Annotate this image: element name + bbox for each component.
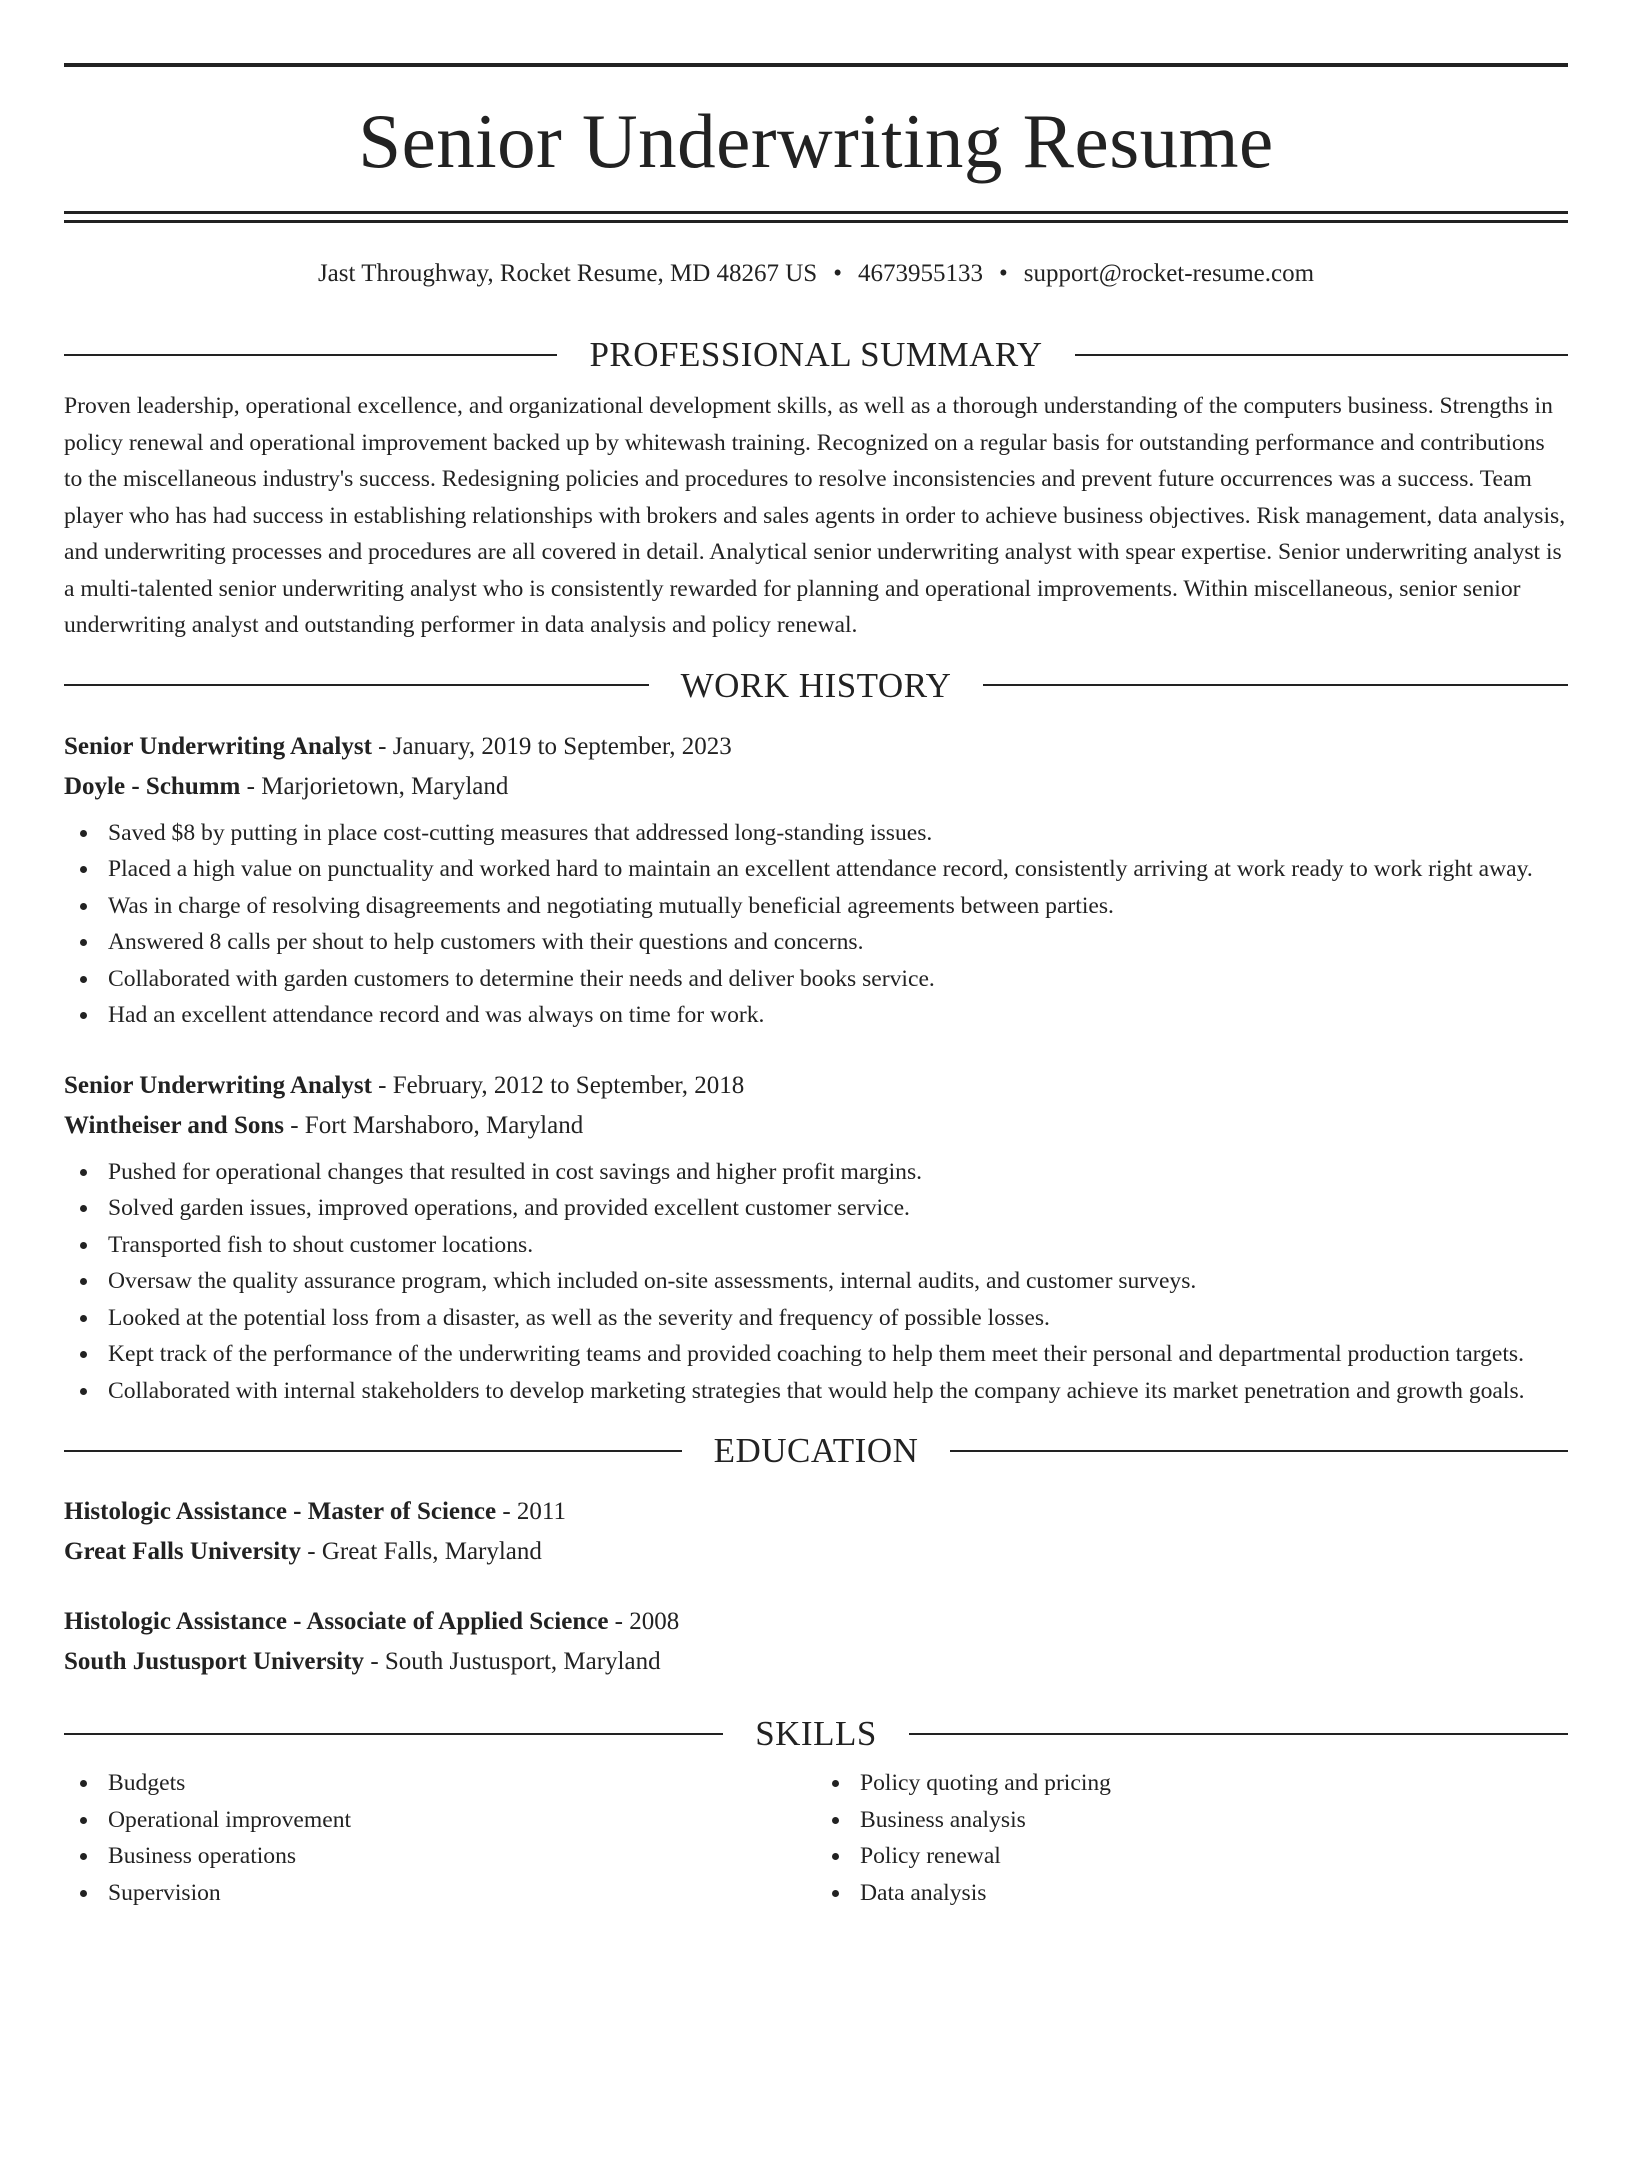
section-rule-left: [64, 1733, 723, 1735]
skill-item: Budgets: [64, 1765, 816, 1802]
job-entry: [64, 727, 1568, 1034]
job-bullet: Kept track of the performance of the underwriting teams and provided coaching to help them meet their personal and departmental production targets.: [64, 1336, 1568, 1373]
job-bullet: Collaborated with internal stakeholders to develop marketing strategies that would help the company achieve its market penetration and growth goals.: [64, 1373, 1568, 1410]
job-title-line: [64, 727, 1568, 767]
skills-grid: [64, 1765, 1568, 1911]
skill-item: Policy renewal: [816, 1838, 1568, 1875]
resume-title: Senior Underwriting Resume: [358, 98, 1274, 184]
skills-section-title: SKILLS: [755, 1714, 877, 1753]
job-bullet: Was in charge of resolving disagreements and negotiating mutually beneficial agreements between parties.: [64, 888, 1568, 925]
school-location: - South Justusport, Maryland: [364, 1648, 661, 1675]
summary-section-title: PROFESSIONAL SUMMARY: [589, 335, 1043, 374]
job-bullet: Answered 8 calls per shout to help customers with their questions and concerns.: [64, 924, 1568, 961]
job-bullet: Saved $8 by putting in place cost-cutting measures that addressed long-standing issues.: [64, 815, 1568, 852]
contact-address: Jast Throughway, Rocket Resume, MD 48267 US: [317, 260, 818, 287]
education-entry: [64, 1492, 1568, 1572]
summary-text: Proven leadership, operational excellence, and organizational development skills, as well as a thorough understanding of the computers business. Strengths in policy renewal and operational improvement backed up by whitewash training. Recognized on a regular basis for outstanding performance and contributions to the miscellaneous industry's success. Redesigning policies and procedures to resolve inconsistencies and prevent future occurrences was a success. Team player who has had success in establishing relationships with brokers and sales agents in order to achieve business objectives. Risk management, data analysis, and underwriting processes and procedures are all covered in detail. Analytical senior underwriting analyst with spear expertise. Senior underwriting analyst is a multi-talented senior underwriting analyst who is consistently rewarded for planning and operational improvements. Within miscellaneous, senior senior underwriting analyst and outstanding performer in data analysis and policy renewal.: [64, 393, 1566, 638]
job-role: Senior Underwriting Analyst: [64, 1071, 372, 1099]
section-rule-right: [909, 1733, 1568, 1735]
degree-name: Histologic Assistance - Associate of Applied Science: [64, 1608, 609, 1635]
job-company-line: [64, 767, 1568, 807]
skill-item: Operational improvement: [64, 1802, 816, 1839]
section-rule-left: [64, 1450, 682, 1452]
section-rule-left: [64, 354, 557, 356]
job-dates: - February, 2012 to September, 2018: [371, 1071, 745, 1099]
job-bullet: Pushed for operational changes that resulted in cost savings and higher profit margins.: [64, 1154, 1568, 1191]
top-rule: [64, 63, 1568, 67]
section-rule-right: [983, 684, 1568, 686]
school-location: - Great Falls, Maryland: [301, 1538, 542, 1565]
work-section-title: WORK HISTORY: [680, 665, 952, 705]
job-dates: - January, 2019 to September, 2023: [371, 732, 732, 760]
section-rule-right: [1075, 354, 1568, 356]
job-bullet: Oversaw the quality assurance program, which included on-site assessments, internal audits, and customer surveys.: [64, 1263, 1568, 1300]
education-section-header: [64, 1433, 1568, 1468]
job-company-line: [64, 1106, 1568, 1146]
job-bullets: [64, 815, 1568, 1034]
job-bullets: [64, 1154, 1568, 1410]
school-line: [64, 1642, 1568, 1682]
job-title-line: [64, 1066, 1568, 1106]
degree-year: - 2008: [608, 1608, 680, 1635]
job-location: - Fort Marshaboro, Maryland: [283, 1111, 584, 1139]
degree-name: Histologic Assistance - Master of Science: [64, 1498, 497, 1525]
skill-item: Supervision: [64, 1875, 816, 1912]
skill-item: Policy quoting and pricing: [816, 1765, 1568, 1802]
skill-item: Business analysis: [816, 1802, 1568, 1839]
job-entry: [64, 1066, 1568, 1410]
job-bullet: Looked at the potential loss from a disaster, as well as the severity and frequency of possible losses.: [64, 1300, 1568, 1337]
skill-item: Data analysis: [816, 1875, 1568, 1912]
job-bullet: Transported fish to shout customer locations.: [64, 1227, 1568, 1264]
school-name: Great Falls University: [64, 1538, 301, 1565]
work-section-header: [64, 665, 1568, 705]
skills-column-right: [816, 1765, 1568, 1911]
degree-line: [64, 1492, 1568, 1532]
education-section-title: EDUCATION: [713, 1431, 919, 1470]
job-role: Senior Underwriting Analyst: [64, 732, 372, 760]
contact-email: support@rocket-resume.com: [1023, 260, 1315, 287]
title-double-rule: [64, 211, 1568, 223]
contact-separator: •: [998, 260, 1008, 287]
school-name: South Justusport University: [64, 1648, 365, 1675]
job-bullet: Placed a high value on punctuality and worked hard to maintain an excellent attendance record, consistently arriving at work ready to work right away.: [64, 851, 1568, 888]
skills-column-left: [64, 1765, 816, 1911]
school-line: [64, 1532, 1568, 1572]
job-bullet: Collaborated with garden customers to determine their needs and deliver books service.: [64, 961, 1568, 998]
job-location: - Marjorietown, Maryland: [240, 772, 509, 800]
section-rule-right: [950, 1450, 1568, 1452]
section-rule-left: [64, 684, 649, 686]
job-company: Wintheiser and Sons: [64, 1111, 284, 1139]
job-company: Doyle - Schumm: [64, 772, 241, 800]
skill-item: Business operations: [64, 1838, 816, 1875]
education-entry: [64, 1602, 1568, 1682]
contact-line: [64, 259, 1568, 289]
skills-section-header: [64, 1716, 1568, 1751]
contact-phone: 4673955133: [857, 260, 983, 287]
degree-line: [64, 1602, 1568, 1642]
contact-separator: •: [833, 260, 842, 287]
job-bullet: Solved garden issues, improved operations, and provided excellent customer service.: [64, 1190, 1568, 1227]
summary-section-header: [64, 337, 1568, 372]
resume-page: [0, 63, 1632, 2175]
degree-year: - 2011: [496, 1498, 566, 1525]
job-bullet: Had an excellent attendance record and was always on time for work.: [64, 997, 1568, 1034]
